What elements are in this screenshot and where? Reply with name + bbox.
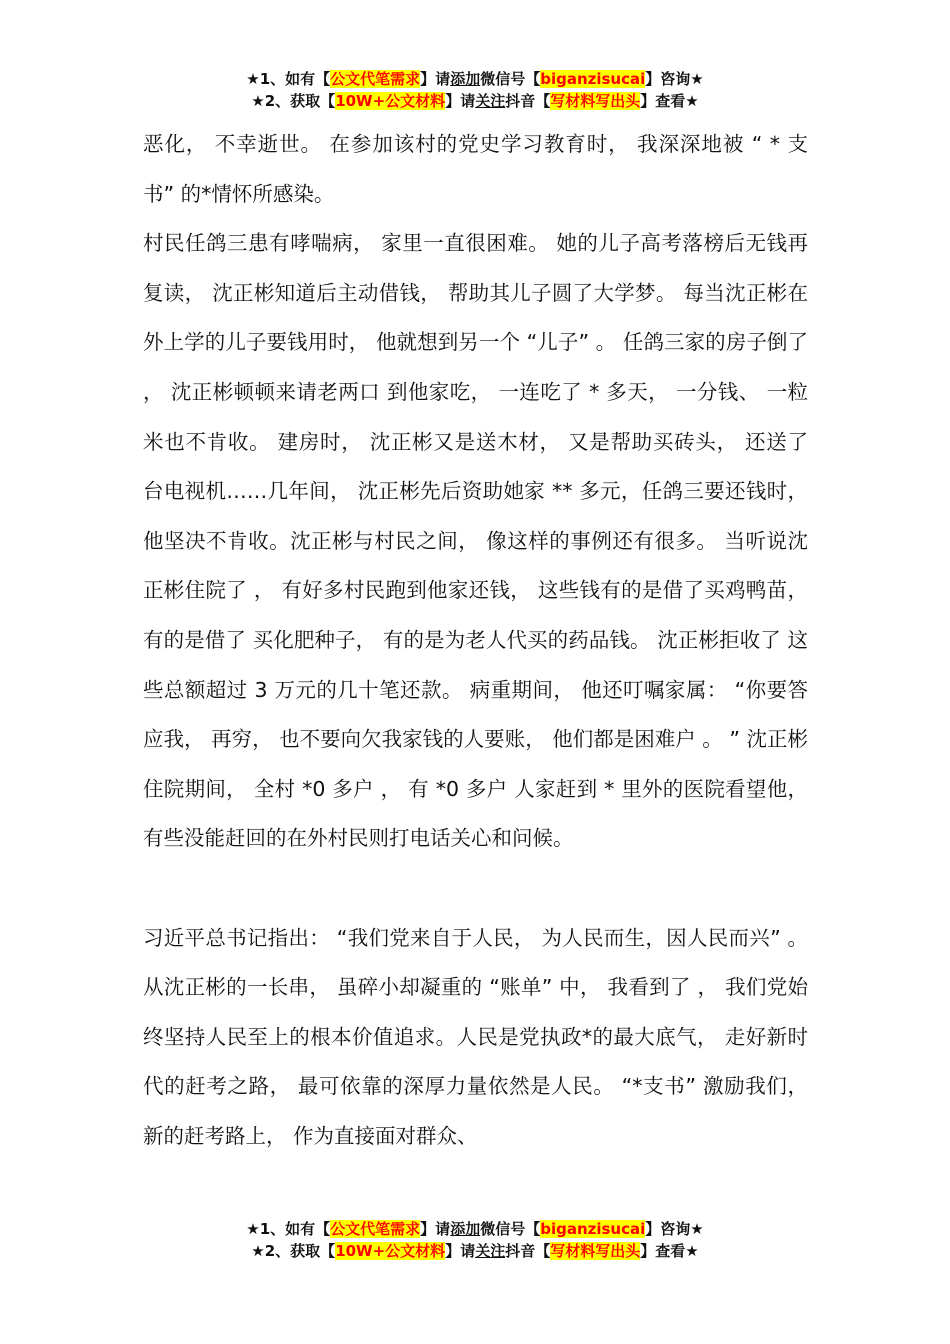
footer-2-prefix: ★2、获取【 (251, 1242, 336, 1260)
banner-1-mid: 】请 (420, 70, 451, 88)
footer-1-prefix: ★1、如有【 (246, 1220, 331, 1238)
banner-1-suffix: 】咨询★ (645, 70, 704, 88)
banner-line-1 (0, 68, 950, 90)
header-banner (0, 68, 950, 112)
paragraph-3: 习近平总书记指出： “我们党来自于人民， 为人民而生，因人民而兴” 。 从沈正彬的一长串， 虽碎小却凝重的 “账单” 中， 我看到了 ， 我们党始终坚持人民至上的根本价值追求。人民是党执政*的最大底气， 走好新时代的赶考之路， 最可依靠的深厚力量依然是人民。 “*支书” 激励我们， 新的赶考路上， 作为直接面对群众、 (143, 925, 808, 1148)
footer-2-highlight-materials: 10W+公文材料 (335, 1242, 446, 1260)
footer-1-mid2: 微信号【 (480, 1220, 541, 1238)
footer-1-underline: 添加 (450, 1220, 481, 1238)
document-body (143, 120, 808, 1161)
footer-1-mid: 】请 (420, 1220, 451, 1238)
banner-line-2 (0, 90, 950, 112)
banner-1-underline: 添加 (450, 70, 481, 88)
footer-1-highlight-service: 公文代笔需求 (330, 1220, 421, 1238)
footer-2-mid2: 抖音【 (505, 1242, 551, 1260)
footer-2-suffix: 】查看★ (640, 1242, 699, 1260)
banner-2-mid2: 抖音【 (505, 92, 551, 110)
banner-1-highlight-service: 公文代笔需求 (330, 70, 421, 88)
banner-2-suffix: 】查看★ (640, 92, 699, 110)
banner-1-highlight-wechat: biganzisucai (540, 70, 646, 88)
banner-2-prefix: ★2、获取【 (251, 92, 336, 110)
footer-1-highlight-wechat: biganzisucai (540, 1220, 646, 1238)
paragraph-2: 村民任鸽三患有哮喘病， 家里一直很困难。 她的儿子高考落榜后无钱再复读， 沈正彬知道后主动借钱， 帮助其儿子圆了大学梦。 每当沈正彬在外上学的儿子要钱用时， 他就想到另一个 “儿子” 。 任鸽三家的房子倒了 ， 沈正彬顿顿来请老两口 到他家吃， 一连吃了 * 多天， 一分钱、 一粒米也不肯收。 建房时， 沈正彬又是送木材， 又是帮助买砖头， 还送了 台电视机……几年间， 沈正彬先后资助她家 ** 多元，任鸽三要还钱时， 他坚决不肯收。沈正彬与村民之间， 像这样的事例还有很多。 当听说沈正彬住院了 ， 有好多村民跑到他家还钱， 这些钱有的是借了买鸡鸭苗， 有的是借了 买化肥种子， 有的是为老人代买的药品钱。 沈正彬拒收了 这些总额超过 3 万元的几十笔还款。 病重期间， 他还叮嘱家属： “你要答应我， 再穷， 也不要向欠我家钱的人要账， 他们都是困难户 。 ” 沈正彬住院期间， 全村 *0 多户 ， 有 *0 多户 人家赶到 * 里外的医院看望他，有些没能赶回的在外村民则打电话关心和问候。 (143, 231, 808, 851)
footer-banner (0, 1218, 950, 1262)
paragraph-1: 恶化， 不幸逝世。 在参加该村的党史学习教育时， 我深深地被 “ * 支书” 的*情怀所感染。 (143, 132, 808, 206)
footer-1-suffix: 】咨询★ (645, 1220, 704, 1238)
banner-2-underline: 关注 (475, 92, 506, 110)
banner-1-prefix: ★1、如有【 (246, 70, 331, 88)
footer-2-highlight-douyin: 写材料写出头 (550, 1242, 641, 1260)
footer-line-1 (0, 1218, 950, 1240)
banner-1-mid2: 微信号【 (480, 70, 541, 88)
paragraph-spacer (143, 864, 808, 914)
footer-line-2 (0, 1240, 950, 1262)
banner-2-highlight-materials: 10W+公文材料 (335, 92, 446, 110)
footer-2-underline: 关注 (475, 1242, 506, 1260)
banner-2-highlight-douyin: 写材料写出头 (550, 92, 641, 110)
banner-2-mid: 】请 (445, 92, 476, 110)
footer-2-mid: 】请 (445, 1242, 476, 1260)
